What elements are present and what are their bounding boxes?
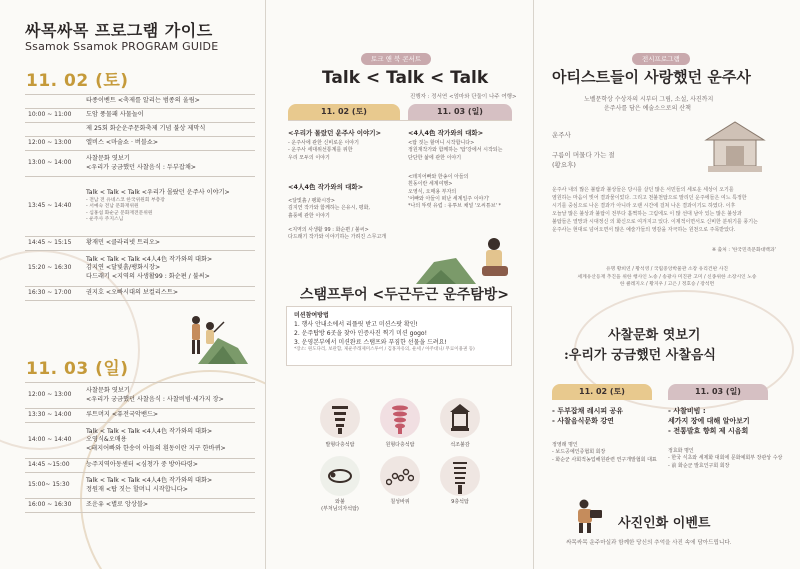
text-line: 오늘날 많은 불상과 불탑이 전부다 훌쩍하는 그림에도 이 많 선대 남아 있는 많은 불상과: [552, 211, 742, 217]
stone-shrine-illustration: [702, 118, 768, 176]
schedule-event: [83, 123, 255, 137]
day2-schedule-table: [25, 382, 255, 513]
mission-item: 3. 운영본부에서 미션완료 스탬프와 푸짐한 선물을 드려요!: [294, 339, 447, 346]
schedule-row: [25, 459, 255, 473]
guide-subtitle: Ssamok Ssamok PROGRAM GUIDE: [25, 40, 219, 53]
event-line: 다드래기 <지역의 사생활99 : 화순편 / 불씨>: [86, 272, 210, 280]
schedule-time: 13:00 ~ 14:00: [25, 151, 83, 177]
text-line: 정효화 명인: [668, 448, 694, 454]
schedule-time: 12:00 ~ 13:00: [25, 137, 83, 151]
text-line: 흙풍에 관한 이야기: [288, 212, 330, 219]
event-line: 정원재 <탑 짓는 할머니 시작합니다>: [86, 485, 188, 493]
text-line: 운주사 내의 많은 불탑과 불상들은 당시를 살던 많은 서민들의 세로운 세상이 오기를: [552, 187, 734, 193]
day1-schedule-table: [25, 94, 255, 301]
schedule-time: 12:00 ~ 13:00: [25, 383, 83, 409]
text-line: - 전통발효 향희 제 시음회: [668, 427, 749, 436]
stamp-label: 원형다층석탑: [385, 442, 415, 448]
event-line: 권지호 <오빠시대의 보컬리스트>: [86, 289, 179, 297]
schedule-event: [83, 383, 255, 409]
text-line: - 한국 식초와 세제화 대회에 문화예회부 장관상 수상: [668, 455, 783, 462]
text-line: <지역의 사생활 99 : 화순편 / 불씨>: [288, 227, 369, 233]
schedule-event: [83, 473, 255, 499]
schedule-time: [25, 95, 83, 109]
event-line: 루트머지 <퓨전국악밴드>: [86, 411, 159, 419]
schedule-row: [25, 109, 255, 123]
event-detail: - 전남 전 유네스코 한국위원회 부총장: [86, 197, 165, 203]
schedule-event: [83, 151, 255, 177]
schedule-time: 14:00 ~ 14:40: [25, 423, 83, 459]
event-line: 사찰문화 엿보기: [86, 155, 130, 163]
stamp-label: [312, 498, 368, 512]
schedule-row: [25, 499, 255, 513]
text-line: <탑 짓는 할머니 시작합니다>: [408, 140, 475, 146]
text-line: - 보드공예인증협회 회장: [552, 449, 606, 456]
photo-event-sub: 싸목싸목 운주마실과 함께한 당신의 추억을 사진 속에 담아드립니다.: [566, 540, 732, 546]
talk-tab-day1: 11. 02 (토): [288, 104, 400, 120]
schedule-row: [25, 137, 255, 151]
photographer-illustration: [570, 498, 608, 534]
text-line: 와불: [335, 499, 345, 505]
exhibition-sub2: 운주사를 담은 예술소으로의 산책: [604, 105, 691, 112]
event-line: 타종이벤트 <축제를 알리는 범종의 울림>: [86, 97, 200, 105]
exhibition-source: ※ 출처 : '한국민족문화대백과': [712, 248, 776, 253]
event-line: 김지연 <달빛흙/팽화시장>: [86, 264, 161, 272]
schedule-row: [25, 383, 255, 409]
schedule-time: [25, 123, 83, 137]
text-line: (부처님의자석탑): [321, 506, 359, 512]
food-left-presenter: [552, 442, 672, 464]
panel-exhibition: [534, 0, 800, 569]
text-line: - 사찰음식문화 강연: [552, 417, 614, 426]
schedule-time: 15:20 ~ 16:30: [25, 251, 83, 287]
talk-right-items2: [408, 174, 518, 210]
text-line: <달빛흙 / 팽화시장>: [288, 198, 336, 204]
text-line: 세계유산등재 추진을 위한 행사인 노송 / 송광사 미진관 고미 / 신종위한 소장시인 노송: [577, 274, 757, 280]
photo-event-title: 사진인화 이벤트: [618, 516, 711, 531]
stamp-label: 석조불감: [450, 442, 470, 448]
talk-left-items1: [288, 140, 400, 162]
schedule-time: 10:00 ~ 11:00: [25, 109, 83, 123]
schedule-time: 16:00 ~ 16:30: [25, 499, 83, 513]
text-line: 정원재작가와 함께하는 '탑'강에서 시작되는: [408, 147, 503, 154]
guide-title: 싸목싸목 프로그램 가이드: [25, 21, 213, 40]
round-pagoda-icon: [390, 402, 410, 434]
pagoda-icon: [330, 402, 350, 434]
talk-tab-day2: 11. 03 (일): [408, 104, 512, 120]
divider: [288, 120, 512, 121]
event-line: Talk < Talk < Talk <4人4色 작가와의 대화>: [86, 427, 213, 435]
schedule-event: [83, 95, 255, 109]
mission-box: [286, 306, 512, 366]
text-line: 불탑들은 열망과 시대정신 의 화신으로 여겨지고 있다. 이제적이면서도 신비한 분위기를 풍기는: [552, 219, 758, 225]
schedule-event: [83, 137, 255, 151]
event-line: Talk < Talk < Talk <4人4色 작가와의 대화>: [86, 255, 213, 263]
day1-heading: 11. 02 (토): [26, 71, 129, 91]
text-line: - 운주사 세대위선통계를 위한: [288, 147, 353, 154]
exhibition-pill: 전시프로그램: [632, 53, 690, 65]
food-tab-day2: 11. 03 (일): [668, 384, 768, 400]
talk-title: Talk < Talk < Talk: [322, 68, 489, 88]
text-line: 우리 모두의 이야기: [288, 154, 330, 161]
mission-heading: 미션참여방법: [294, 312, 329, 319]
mission-note: *장소: 원도다리, 보관함, 제운주래제미스투어 / 김홍자유의, 운세 / 아주대니/ 무료이용권 등): [294, 347, 475, 352]
event-detail: - 심홍섭 화순군 문화재전문위원: [86, 210, 153, 216]
event-line: <돼지어빠와 한송이 아들의 흰동이란 지구 한바퀴>: [86, 444, 226, 452]
event-line: 제 25회 화순운주문화축제 기념 불상 제막식: [86, 125, 206, 133]
schedule-event: [83, 251, 255, 287]
text-line: *나의 뚜렷 유럽 : 유투브 채널 '오씨튜브' *: [408, 203, 502, 209]
schedule-event: [83, 177, 255, 237]
event-line: Talk < Talk < Talk <우리가 몰랐던 운주사 이야기>: [86, 189, 230, 197]
schedule-event: [83, 459, 255, 473]
poem-title: 운주사: [552, 131, 571, 139]
schedule-row: [25, 409, 255, 423]
mission-item: 1. 행사 안내소에서 리플릿 받고 미션스팟 확인!: [294, 321, 418, 328]
food-right-presenter: [668, 448, 788, 470]
food-tab-day1: 11. 02 (토): [552, 384, 652, 400]
schedule-time: 13:45 ~ 14:40: [25, 177, 83, 237]
text-line: - 화순군 사회적농업해원관련 연구개발협회 대표: [552, 456, 657, 463]
schedule-row: [25, 123, 255, 137]
text-line: 세가지 장에 대해 알아보기: [668, 417, 750, 426]
text-line: 정영래 명인: [552, 442, 578, 448]
schedule-row: [25, 237, 255, 251]
nine-story-pagoda-icon: [452, 460, 468, 494]
schedule-row: [25, 287, 255, 301]
exhibition-body: [552, 186, 788, 234]
event-line: <우리가 궁금했던 사찰음식 : 두부잡채>: [86, 163, 196, 171]
text-line: 시기를 중심으로 나온 결과가 아니라 오랜 시간에 걸쳐 나온 결과이기도 하였다. 이후: [552, 203, 736, 209]
stamp-label: 9층석탑: [451, 499, 469, 505]
panel-talk: [266, 0, 533, 569]
food-right-items: [668, 406, 750, 436]
day2-heading: 11. 03 (일): [26, 359, 129, 379]
text-line: <돼지어빠와 한송이 아들의: [408, 174, 469, 180]
schedule-event: [83, 409, 255, 423]
event-line: 엘비스 <마술쇼 · 버블쇼>: [86, 139, 159, 147]
seven-stars-icon: [386, 466, 414, 486]
schedule-event: [83, 423, 255, 459]
event-line: Talk < Talk < Talk <4人4色 작가와의 대화>: [86, 477, 213, 485]
schedule-time: 14:45 ~15:00: [25, 459, 83, 473]
event-line: 오영식&오매용: [86, 436, 127, 444]
schedule-time: 13:30 ~ 14:00: [25, 409, 83, 423]
text-line: 한 클레지오 / 황지우 / 고은 / 정호승 / 장석면: [619, 282, 715, 288]
text-line: 김지연 작가와 함께하는 은유시, 평화,: [288, 205, 370, 212]
temple-food-title2: :우리가 궁금했던 사찰음식: [564, 348, 716, 363]
schedule-event: [83, 109, 255, 123]
text-line: 염원하는 마음이 빚어 결과물이었다. 그리고 천불천탑으로 말리던 운주에들은 여느 특정한: [552, 195, 747, 201]
exhibition-credits: [554, 266, 780, 289]
event-line: 황재민 <클라리넷 트리오>: [86, 239, 161, 247]
text-line: 운주사는 현대로 넘어오면서 많은 예술가들의 영감을 자극하는 원천으로 주목받았다.: [552, 227, 736, 233]
stone-shrine-icon: [450, 404, 470, 432]
rock-figure-illustration: [416, 228, 516, 284]
talk-host: 진행자 : 정서연 <엄마와 단둘이 나주 여행>: [410, 94, 517, 100]
schedule-row: [25, 151, 255, 177]
event-line: <우리가 궁금했던 사찰음식 : 사찰비빔·세가지 장>: [86, 395, 224, 403]
text-line: [288, 220, 406, 227]
mission-item: 2. 운주탑방 6곳을 찾아 인증사진 찍기 미션 gogo!: [294, 330, 427, 337]
talk-left-heading2: <4人4色 작가와의 대화>: [288, 183, 364, 191]
event-line: 도암 풍물패 사물놀이: [86, 111, 144, 119]
text-line: - 사찰비빔 :: [668, 407, 706, 415]
talk-right-heading1: <4人4色 작가와의 대화>: [408, 129, 484, 137]
hikers-illustration: [178, 308, 248, 364]
schedule-event: [83, 287, 255, 301]
text-line: - 前 화순군 발효인구회 회장: [668, 462, 730, 469]
schedule-event: [83, 237, 255, 251]
schedule-row: [25, 473, 255, 499]
text-line: - 두부잡채 레시피 공유: [552, 407, 624, 415]
schedule-row: [25, 95, 255, 109]
schedule-time: 14:45 ~ 15:15: [25, 237, 83, 251]
temple-food-title1: 사찰문화 엿보기: [608, 328, 701, 343]
schedule-row: [25, 251, 255, 287]
schedule-event: [83, 499, 255, 513]
schedule-row: [25, 177, 255, 237]
reclining-buddha-icon: [328, 466, 352, 486]
event-detail: - 운주사 주지스님: [86, 217, 124, 223]
event-detail: - 서예숙 전남 문화재위원: [86, 204, 139, 210]
exhibition-sub1: 노벨문학상 수상자의 시부터 그림, 소설, 사진까지: [584, 96, 714, 103]
talk-left-items2: [288, 198, 406, 242]
food-left-items: [552, 406, 623, 426]
exhibition-title: 아티스트들이 사랑했던 운주사: [552, 68, 751, 86]
event-line: 조운유 <별로 앙상블>: [86, 501, 149, 509]
event-line: 능주지역아동센터 <심청가 중 방아타령>: [86, 461, 198, 469]
text-line: 다드래기 작가와 이야기하는 가려진 스무고개: [288, 234, 387, 241]
schedule-time: 15:00~ 15:30: [25, 473, 83, 499]
text-line: - 운주사에 관한 신비로운 이야기: [288, 140, 359, 146]
text-line: 흰동이란 세계여행>: [408, 181, 453, 188]
event-line: 사찰문화 엿보기: [86, 387, 130, 395]
stamp-label: 칠성바위: [390, 499, 410, 505]
schedule-row: [25, 423, 255, 459]
talk-left-heading1: <우리가 몰랐던 운주사 이야기>: [288, 129, 382, 137]
text-line: 유명 황희연 / 황석영 / 국립중앙박물관 소장 유리건판 사진: [605, 267, 728, 272]
schedule-time: 16:30 ~ 17:00: [25, 287, 83, 301]
stamp-tour-title: 스탬프투어 <두근두근 운주탐방>: [300, 287, 510, 303]
talk-concert-pill: 토크 앤 북 콘서트: [361, 53, 431, 65]
poem-line: 구름이 머물다 가는 절: [552, 151, 615, 159]
text-line: '어빠와 아들이 떠난 세계일주 이야기': [408, 195, 490, 202]
stamp-label: 발형다층석탑: [325, 442, 355, 448]
poem-author: (황요후): [552, 161, 576, 169]
talk-right-items1: [408, 140, 518, 162]
text-line: 오영식, 오매용 부자의: [408, 188, 457, 195]
panel-schedule: [0, 0, 265, 569]
text-line: 단단한 삶에 관한 이야기: [408, 154, 462, 161]
